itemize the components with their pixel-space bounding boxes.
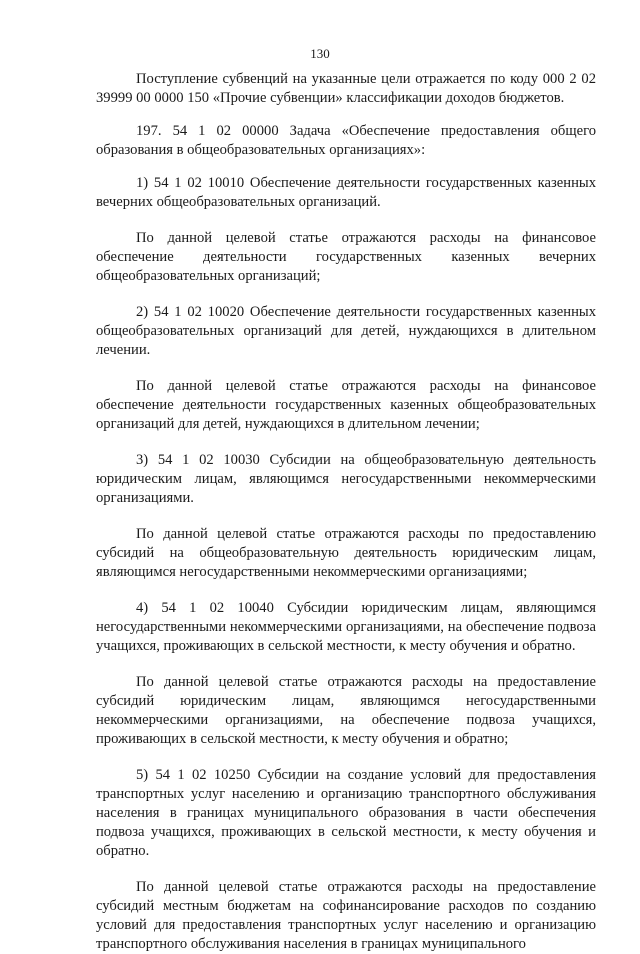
- paragraph-subvention-code: Поступление субвенций на указанные цели отражается по коду 000 2 02 39999 00 0000 150 «Прочие субвенции» классификации доходов бюджетов.: [96, 71, 596, 106]
- page-number: 130: [310, 46, 330, 61]
- paragraph-item-4-description: По данной целевой статье отражаются расходы на предоставление субсидий юридическим лицам, являющимся негосударственными некоммерческими организациями, на обеспечение подвоза учащихся, проживающих в сельской местности, к месту обучения и обратно;: [96, 674, 596, 747]
- paragraph-item-1-description: По данной целевой статье отражаются расходы на финансовое обеспечение деятельности государственных казенных вечерних общеобразовательных организаций;: [96, 230, 596, 284]
- paragraph-item-2-description: По данной целевой статье отражаются расходы на финансовое обеспечение деятельности государственных казенных общеобразовательных организаций для детей, нуждающихся в длительном лечении;: [96, 378, 596, 432]
- paragraph-item-1: 1) 54 1 02 10010 Обеспечение деятельности государственных казенных вечерних общеобразовательных организаций.: [96, 175, 596, 210]
- paragraph-item-5-description: По данной целевой статье отражаются расходы на предоставление субсидий местным бюджетам на софинансирование расходов по созданию условий для предоставления транспортных услуг населению и организацию транспортного обслуживания населения в границах муниципального: [96, 879, 596, 952]
- paragraph-item-2: 2) 54 1 02 10020 Обеспечение деятельности государственных казенных общеобразовательных организаций для детей, нуждающихся в длительном лечении.: [96, 304, 596, 358]
- paragraph-item-4: 4) 54 1 02 10040 Субсидии юридическим лицам, являющимся негосударственными некоммерческими организациями, на обеспечение подвоза учащихся, проживающих в сельской местности, к месту обучения и обратно.: [96, 600, 596, 654]
- paragraph-item-5: 5) 54 1 02 10250 Субсидии на создание условий для предоставления транспортных услуг населению и организацию транспортного обслуживания населения в границах муниципального образования в части обеспечения подвоза учащихся, проживающих в сельской местности, к месту обучения и обратно.: [96, 767, 596, 859]
- paragraph-item-3: 3) 54 1 02 10030 Субсидии на общеобразовательную деятельность юридическим лицам, являющимся негосударственными некоммерческими организациями.: [96, 452, 596, 506]
- paragraph-item-3-description: По данной целевой статье отражаются расходы по предоставлению субсидий на общеобразовательную деятельность юридическим лицам, являющимся негосударственными некоммерческими организациями;: [96, 526, 596, 580]
- document-body: [96, 70, 596, 954]
- paragraph-task-197: 197. 54 1 02 00000 Задача «Обеспечение предоставления общего образования в общеобразовательных организациях»:: [96, 123, 596, 158]
